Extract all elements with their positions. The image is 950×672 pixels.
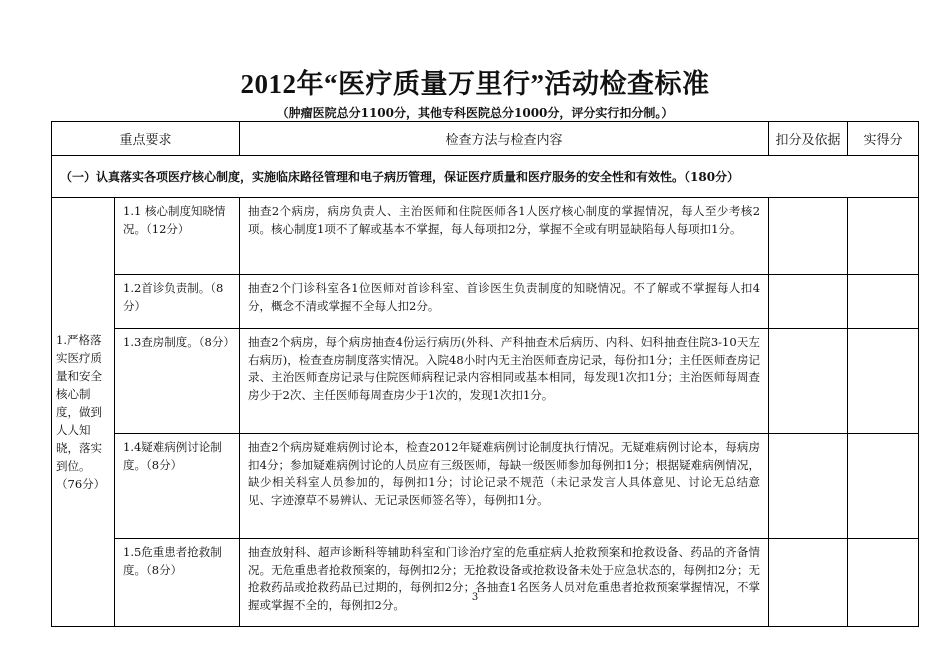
deduction-cell[interactable] xyxy=(769,329,848,434)
table-row xyxy=(52,329,919,434)
table-row xyxy=(52,275,919,329)
table-row xyxy=(52,434,919,539)
item-name: 1.5危重患者抢救制度。（8分） xyxy=(115,539,240,627)
table-header-row xyxy=(52,122,919,156)
page-subtitle: （肿瘤医院总分1100分，其他专科医院总分1000分，评分实行扣分制。） xyxy=(276,106,674,120)
page-number: 3 xyxy=(471,592,479,603)
deduction-cell[interactable] xyxy=(769,434,848,539)
item-content: 抽查2个病房，病房负责人、主治医师和住院医师各1人医疗核心制度的掌握情况，每人至少考核2项。核心制度1项不了解或基本不掌握，每人每项扣2分，掌握不全或有明显缺陷每人每项扣1分。 xyxy=(240,198,769,275)
item-name: 1.3查房制度。（8分） xyxy=(115,329,240,434)
item-name: 1.4疑难病例讨论制度。（8分） xyxy=(115,434,240,539)
item-content: 抽查放射科、超声诊断科等辅助科室和门诊治疗室的危重症病人抢救预案和抢救设备、药品的齐备情况。无危重患者抢救预案的，每例扣2分；无抢救设备或抢救设备未处于应急状态的，每例扣2分；无抢救药品或抢救药品已过期的，每例扣2分；各抽查1名医务人员对危重患者抢救预案掌握情况，不掌握或掌握不全的，每例扣2分。 xyxy=(240,539,769,627)
table-row xyxy=(52,539,919,627)
table-row xyxy=(52,198,919,275)
score-cell[interactable] xyxy=(848,275,919,329)
header-deduction: 扣分及依据 xyxy=(769,122,848,156)
item-content: 抽查2个门诊科室各1位医师对首诊科室、首诊医生负责制度的知晓情况。不了解或不掌握每人扣4分，概念不清或掌握不全每人扣2分。 xyxy=(240,275,769,329)
item-content: 抽查2个病房疑难病例讨论本，检查2012年疑难病例讨论制度执行情况。无疑难病例讨论本，每病房扣4分；参加疑难病例讨论的人员应有三级医师，每缺一级医师参加每例扣1分；根据疑难病例情况，缺少相关科室人员参加的，每例扣1分；讨论记录不规范（未记录发言人具体意见、讨论无总结意见、字迹潦草不易辨认、无记录医师签名等），每例扣1分。 xyxy=(240,434,769,539)
inspection-standards-table xyxy=(51,121,919,627)
item-name: 1.2首诊负责制。（8分） xyxy=(115,275,240,329)
deduction-cell[interactable] xyxy=(769,198,848,275)
item-content: 抽查2个病房，每个病房抽查4份运行病历(外科、产科抽查术后病历、内科、妇科抽查住院3-10天左右病历)，检查查房制度落实情况。入院48小时内无主治医师查房记录，每份扣1分；主任医师查房记录、主治医师查房记录与住院医师病程记录内容相同或基本相同，每发现1次扣1分；主治医师每周查房少于2次、主任医师每周查房少于1次的，发现1次扣1分。 xyxy=(240,329,769,434)
score-cell[interactable] xyxy=(848,198,919,275)
header-score: 实得分 xyxy=(848,122,919,156)
section-row xyxy=(52,156,919,198)
score-cell[interactable] xyxy=(848,539,919,627)
header-key-requirements: 重点要求 xyxy=(52,122,240,156)
item-name: 1.1 核心制度知晓情况。（12分） xyxy=(115,198,240,275)
category-cell: 1.严格落实医疗质量和安全核心制度，做到人人知晓，落实到位。（76分） xyxy=(52,198,115,627)
deduction-cell[interactable] xyxy=(769,539,848,627)
score-cell[interactable] xyxy=(848,329,919,434)
score-cell[interactable] xyxy=(848,434,919,539)
section-heading: （一）认真落实各项医疗核心制度，实施临床路径管理和电子病历管理，保证医疗质量和医疗服务的安全性和有效性。（180分） xyxy=(52,156,919,198)
page-title: 2012年“医疗质量万里行”活动检查标准 xyxy=(240,69,710,99)
deduction-cell[interactable] xyxy=(769,275,848,329)
header-method: 检查方法与检查内容 xyxy=(240,122,769,156)
